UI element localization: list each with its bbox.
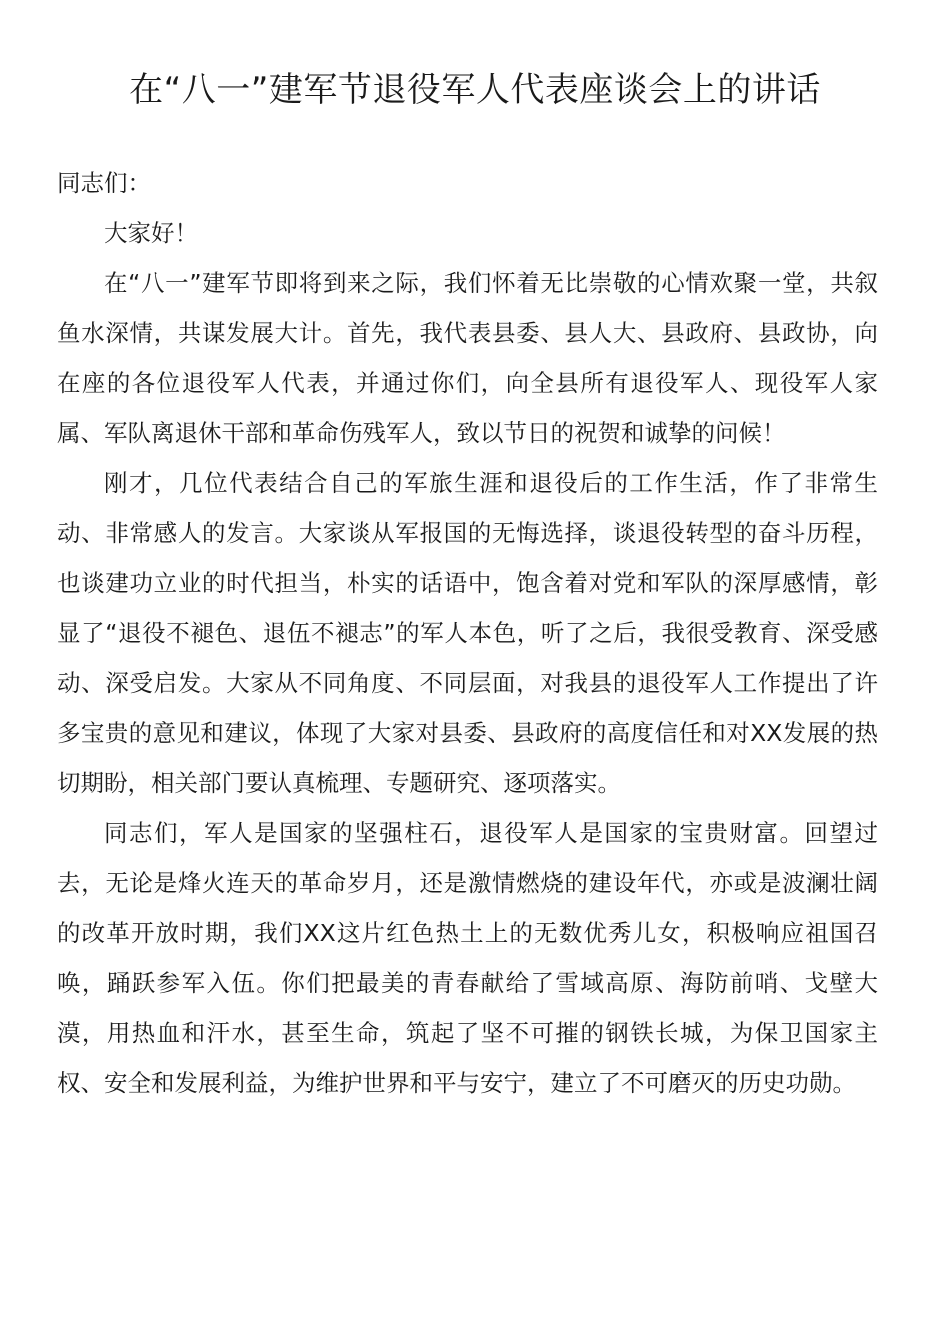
document-title: 在“八一”建军节退役军人代表座谈会上的讲话	[129, 70, 821, 110]
paragraph-greeting: 大家好！	[104, 219, 198, 247]
salutation: 同志们：	[57, 169, 151, 197]
paragraph-history: 同志们，军人是国家的坚强柱石，退役军人是国家的宝贵财富。回望过去，无论是烽火连天的革命岁月，还是激情燃烧的建设年代，亦或是波澜壮阔的改革开放时期，我们XX这片红色热土上的无数优秀儿女，积极响应祖国召唤，踊跃参军入伍。你们把最美的青春献给了雪域高原、海防前哨、戈壁大漠，用热血和汗水，甚至生命，筑起了坚不可摧的钢铁长城，为保卫国家主权、安全和发展利益，为维护世界和平与安宁，建立了不可磨灭的历史功勋。	[57, 819, 878, 1097]
paragraph-opening: 在“八一”建军节即将到来之际，我们怀着无比崇敬的心情欢聚一堂，共叙鱼水深情，共谋发展大计。首先，我代表县委、县人大、县政府、县政协，向在座的各位退役军人代表，并通过你们，向全县所有退役军人、现役军人家属、军队离退休干部和革命伤残军人，致以节日的祝贺和诚挚的问候！	[57, 269, 878, 447]
paragraph-feedback: 刚才，几位代表结合自己的军旅生涯和退役后的工作生活，作了非常生动、非常感人的发言。大家谈从军报国的无悔选择，谈退役转型的奋斗历程，也谈建功立业的时代担当，朴实的话语中，饱含着对党和军队的深厚感情，彰显了“退役不褪色、退伍不褪志”的军人本色，听了之后，我很受教育、深受感动、深受启发。大家从不同角度、不同层面，对我县的退役军人工作提出了许多宝贵的意见和建议，体现了大家对县委、县政府的高度信任和对XX发展的热切期盼，相关部门要认真梳理、专题研究、逐项落实。	[57, 469, 878, 797]
